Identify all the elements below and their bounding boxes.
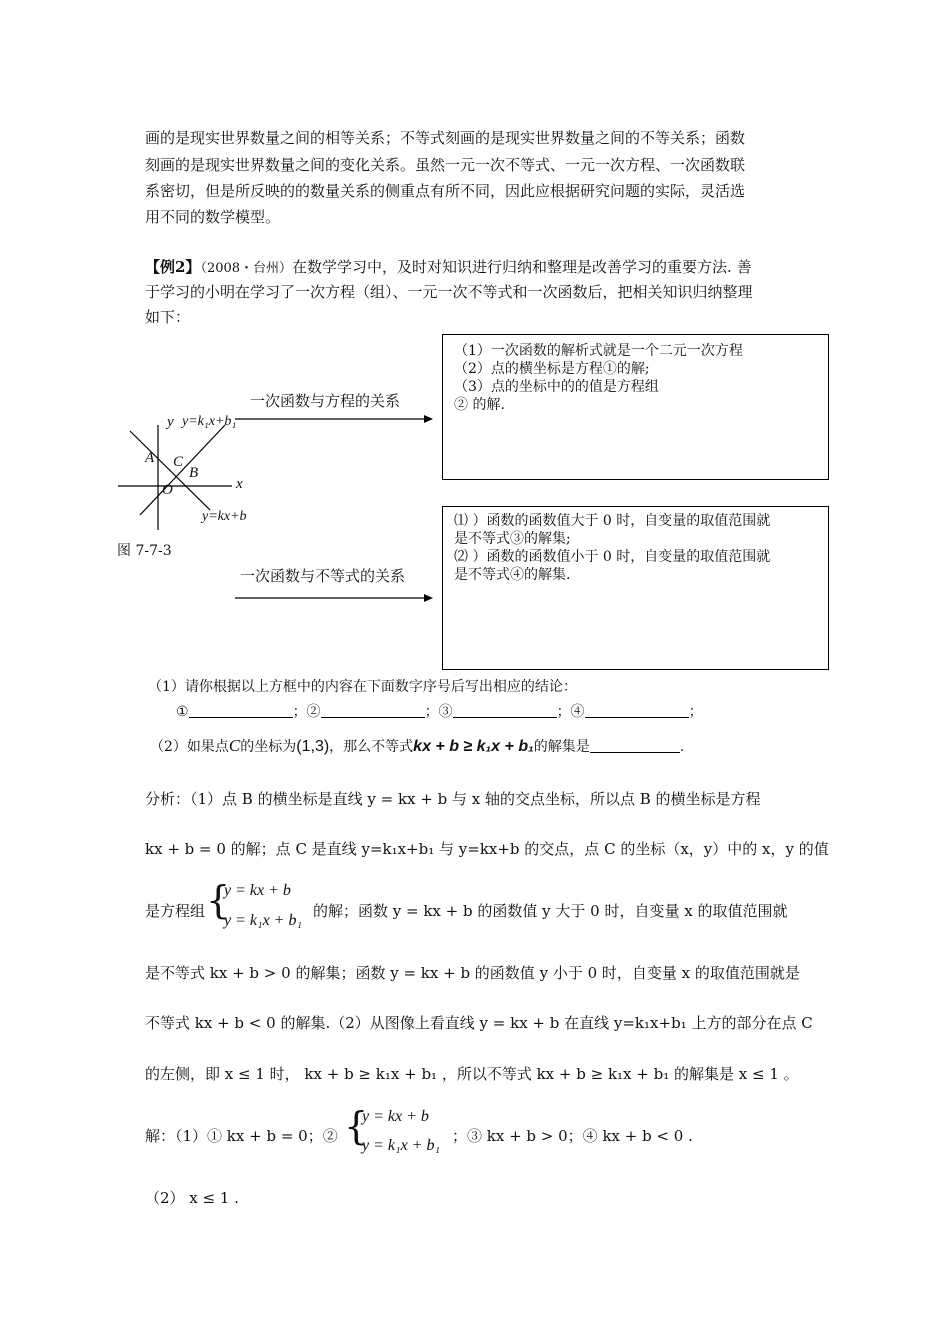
analysis-line-3-post: 的解；函数 y = kx + b 的函数值 y 大于 0 时，自变量 x 的取值范围就 [313, 902, 788, 920]
box2-line-3: ⑵ ）函数的函数值小于 0 时，自变量的取值范围就 [454, 549, 771, 565]
figure-caption: 图 7-7-3 [117, 543, 172, 559]
point-C: C [173, 454, 184, 470]
analysis-line-5: 不等式 kx + b < 0 的解集.（2）从图像上看直线 y = kx + b 在直线 y=k₁x+b₁ 上方的部分在点 C [145, 1014, 813, 1032]
question-2 [150, 736, 684, 756]
solution-line-2: （2） x ≤ 1 . [145, 1189, 239, 1207]
q2-inequality: kx + b ≥ k₁x + b₁ [413, 738, 534, 755]
intro-line-2: 刻画的是现实世界数量之间的变化关系。虽然一元一次不等式、一元一次方程、一次函数联 [145, 156, 746, 174]
q2-point-C: C [228, 736, 241, 755]
intro-line-1: 画的是现实世界数量之间的相等关系；不等式刻画的是现实世界数量之间的不等关系；函数 [145, 129, 746, 147]
q2-mid: 的坐标为 [240, 739, 297, 755]
blank-1[interactable] [189, 702, 293, 718]
solution-line-1-pre: 解：（1）① kx + b = 0；② [145, 1127, 338, 1145]
box1-line-4: ② 的解. [454, 397, 505, 413]
example-source: （2008・台州） [200, 261, 293, 276]
example-text-1: 在数学学习中，及时对知识进行归纳和整理是改善学习的重要方法. 善 [292, 258, 752, 276]
example-line-3: 如下： [145, 308, 191, 326]
line1-label: y=k₁x+b₁ [182, 414, 237, 429]
box1-line-2: （2）点的横坐标是方程①的解; [454, 361, 650, 377]
blank-end: ； [688, 704, 703, 720]
solution-system-eq2: y = k₁x + b₁ [362, 1137, 441, 1154]
q2-blank[interactable] [590, 737, 680, 753]
blank-label-1: ① [176, 704, 189, 720]
point-A: A [145, 450, 155, 466]
solution-line-1-post: ；③ kx + b > 0；④ kx + b < 0 . [452, 1127, 693, 1145]
blank-label-4: ；④ [556, 704, 585, 720]
question-1: （1）请你根据以上方框中的内容在下面数字序号后写出相应的结论： [148, 679, 577, 695]
q2-end: . [679, 739, 685, 755]
blank-label-3: ；③ [424, 704, 453, 720]
system-brace: { [206, 878, 231, 922]
blank-3[interactable] [453, 702, 557, 718]
example-line-2: 于学习的小明在学习了一次方程（组）、一元一次不等式和一次函数后，把相关知识归纳整理 [145, 283, 753, 301]
example-line-1 [145, 256, 752, 277]
blank-label-2: ；② [292, 704, 321, 720]
arrow2 [235, 591, 435, 605]
q2-mid2: ，那么不等式 [329, 739, 414, 755]
q2-coordinate: (1,3) [296, 738, 330, 755]
box2-line-1: ⑴ ）函数的函数值大于 0 时，自变量的取值范围就 [454, 513, 771, 529]
axis-y-label: y [167, 414, 174, 430]
question-1-blanks [176, 701, 703, 721]
intro-line-3: 系密切，但是所反映的的数量关系的侧重点有所不同，因此应根据研究问题的实际，灵活选 [145, 182, 746, 200]
point-B: B [189, 465, 199, 481]
solution-system-brace: { [344, 1104, 369, 1148]
analysis-line-3-pre: 是方程组 [145, 902, 206, 920]
point-O: O [162, 482, 173, 498]
analysis-system-eq1: y = kx + b [224, 882, 291, 899]
q2-post: 的解集是 [533, 739, 590, 755]
analysis-line-4: 是不等式 kx + b > 0 的解集；函数 y = kx + b 的函数值 y 小于 0 时，自变量 x 的取值范围就是 [145, 964, 800, 982]
axis-x-label: x [236, 476, 243, 492]
box2-line-2: 是不等式③的解集; [454, 531, 571, 547]
analysis-line-6: 的左侧，即 x ≤ 1 时， kx + b ≥ k₁x + b₁ ，所以不等式 kx + b ≥ k₁x + b₁ 的解集是 x ≤ 1 。 [145, 1065, 799, 1083]
line2-label: y=kx+b [202, 509, 247, 524]
example-label: 【例2】 [145, 258, 201, 276]
blank-2[interactable] [321, 702, 425, 718]
solution-system-eq1: y = kx + b [362, 1108, 429, 1125]
box1-line-3: （3）点的坐标中的的值是方程组 [454, 379, 659, 395]
analysis-line-1: 分析：（1）点 B 的横坐标是直线 y = kx + b 与 x 轴的交点坐标，所以点 B 的横坐标是方程 [145, 790, 761, 808]
intro-line-4: 用不同的数学模型。 [145, 208, 281, 226]
q2-pre: （2）如果点 [150, 739, 229, 755]
blank-4[interactable] [585, 702, 689, 718]
box1-line-1: （1）一次函数的解析式就是一个二元一次方程 [454, 343, 743, 359]
arrow2-label: 一次函数与不等式的关系 [240, 567, 406, 585]
arrow1 [235, 412, 435, 426]
arrow1-label: 一次函数与方程的关系 [250, 392, 401, 410]
analysis-line-2: kx + b = 0 的解；点 C 是直线 y=k₁x+b₁ 与 y=kx+b 的交点，点 C 的坐标（x，y）中的 x，y 的值 [145, 840, 829, 858]
box2-line-4: 是不等式④的解集. [454, 567, 571, 583]
analysis-system-eq2: y = k₁x + b₁ [224, 912, 303, 929]
